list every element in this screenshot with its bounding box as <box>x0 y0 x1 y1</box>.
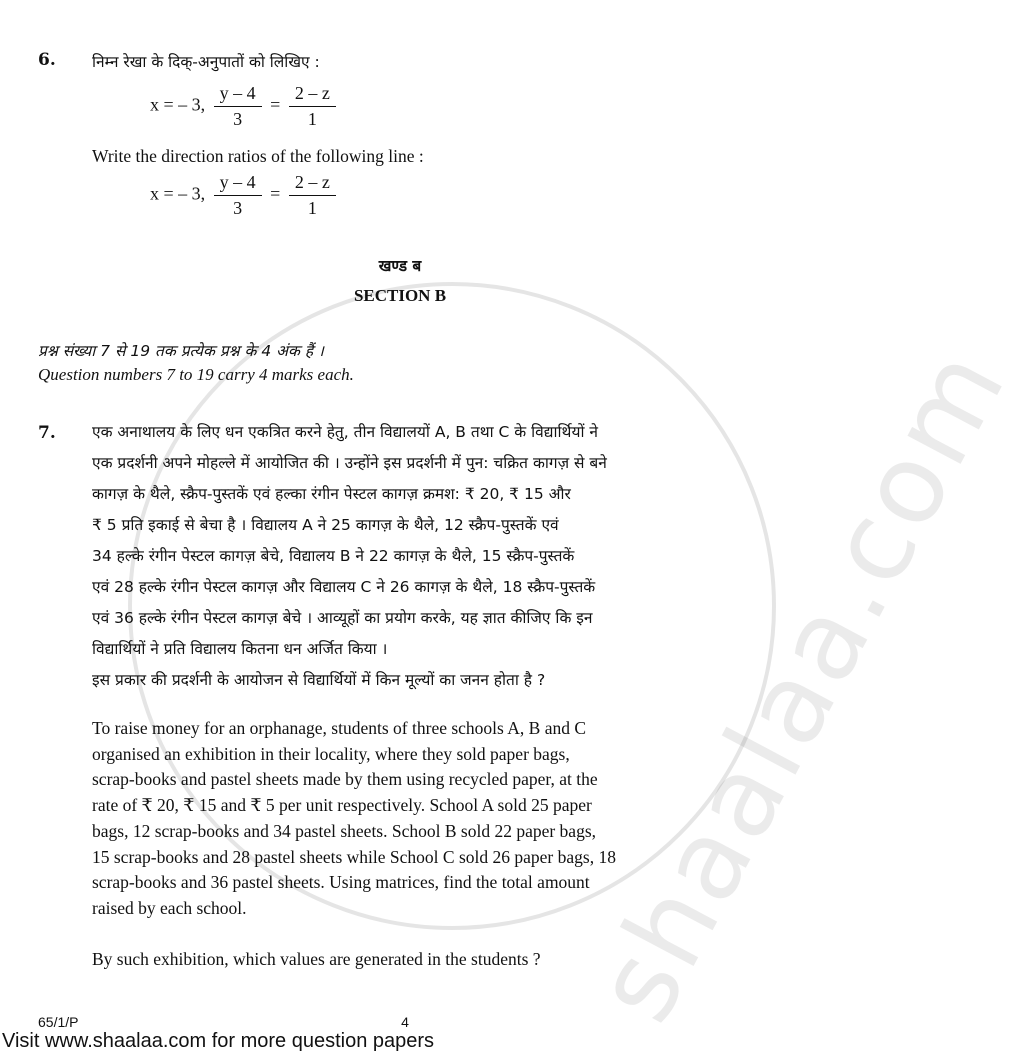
fraction-2-denominator: 1 <box>307 109 317 129</box>
hindi-line: एवं 28 हल्के रंगीन पेस्टल कागज़ और विद्यालय C ने 26 कागज़ के थैले, 18 स्क्रैप-पुस्तकें <box>92 578 596 596</box>
section-note-english: Question numbers 7 to 19 carry 4 marks each. <box>38 365 354 384</box>
question-7-english-paragraph <box>92 716 722 922</box>
hindi-line: विद्यार्थियों ने प्रति विद्यालय कितना धन अर्जित किया । <box>92 640 388 658</box>
english-line: scrap-books and pastel sheets made by them using recycled paper, at the <box>92 769 598 790</box>
equation-equals: = <box>270 183 281 204</box>
hindi-line: ₹ 5 प्रति इकाई से बेचा है । विद्यालय A ने 25 कागज़ के थैले, 12 स्क्रैप-पुस्तकें एवं <box>92 516 559 534</box>
fraction-1-denominator: 3 <box>233 109 243 129</box>
section-note-hindi: प्रश्न संख्या 7 से 19 तक प्रत्येक प्रश्न के 4 अंक हैं । <box>38 342 324 360</box>
english-line: scrap-books and 36 pastel sheets. Using matrices, find the total amount <box>92 872 590 893</box>
fraction-1-denominator: 3 <box>233 198 243 218</box>
fraction-2-denominator: 1 <box>307 198 317 218</box>
footer-visit-link[interactable]: Visit www.shaalaa.com for more question papers <box>2 1030 435 1052</box>
equation-fraction-1 <box>214 172 262 219</box>
equation-fraction-2 <box>289 172 336 219</box>
fraction-1-numerator: y – 4 <box>214 83 262 107</box>
hindi-line: एवं 36 हल्के रंगीन पेस्टल कागज़ बेचे । आव्यूहों का प्रयोग करके, यह ज्ञात कीजिए कि इन <box>92 609 593 627</box>
hindi-line: 34 हल्के रंगीन पेस्टल कागज़ बेचे, विद्यालय B ने 22 कागज़ के थैले, 15 स्क्रैप-पुस्तकें <box>92 547 575 565</box>
question-7-hindi-paragraph <box>92 417 768 696</box>
question-6-equation-english <box>150 172 340 219</box>
watermark-logo: shaalaa.com <box>570 326 1031 1042</box>
fraction-2-numerator: 2 – z <box>289 83 336 107</box>
fraction-1-numerator: y – 4 <box>214 172 262 196</box>
question-7-number: 7. <box>38 423 56 443</box>
equation-fraction-1 <box>214 83 262 130</box>
fraction-2-numerator: 2 – z <box>289 172 336 196</box>
english-line: organised an exhibition in their locality, where they sold paper bags, <box>92 743 570 764</box>
english-line: raised by each school. <box>92 897 247 918</box>
english-line: bags, 12 scrap-books and 34 pastel sheets. School B sold 22 paper bags, <box>92 820 597 841</box>
footer-page-number: 4 <box>401 1014 409 1030</box>
question-6-hindi-text: निम्न रेखा के दिक्-अनुपातों को लिखिए : <box>92 53 320 71</box>
hindi-line: कागज़ के थैले, स्क्रैप-पुस्तकें एवं हल्का रंगीन पेस्टल कागज़ क्रमश: ₹ 20, ₹ 15 और <box>92 485 571 503</box>
english-line: rate of ₹ 20, ₹ 15 and ₹ 5 per unit respectively. School A sold 25 paper <box>92 795 592 816</box>
hindi-line: इस प्रकार की प्रदर्शनी के आयोजन से विद्यार्थियों में किन मूल्यों का जनन होता है ? <box>92 671 546 689</box>
question-7-english-values: By such exhibition, which values are generated in the students ? <box>92 949 541 969</box>
hindi-line: एक अनाथालय के लिए धन एकत्रित करने हेतु, तीन विद्यालयों A, B तथा C के विद्यार्थियों ने <box>92 423 598 441</box>
question-6-number: 6. <box>38 50 56 70</box>
footer-paper-code: 65/1/P <box>38 1014 79 1030</box>
english-line: To raise money for an orphanage, students of three schools A, B and C <box>92 718 587 738</box>
equation-lhs: x = – 3, <box>150 183 206 204</box>
section-heading-english: SECTION B <box>353 286 447 305</box>
section-heading-hindi: खण्ड ब <box>378 257 422 275</box>
equation-fraction-2 <box>289 83 336 130</box>
equation-equals: = <box>270 94 281 115</box>
english-line: 15 scrap-books and 28 pastel sheets while School C sold 26 paper bags, 18 <box>92 846 616 867</box>
hindi-line: एक प्रदर्शनी अपने मोहल्ले में आयोजित की । उन्होंने इस प्रदर्शनी में पुन: चक्रित कागज़ से बने <box>92 454 607 472</box>
question-6-equation-hindi <box>150 83 340 130</box>
equation-lhs: x = – 3, <box>150 94 206 115</box>
question-6-english-text: Write the direction ratios of the following line : <box>92 146 424 166</box>
